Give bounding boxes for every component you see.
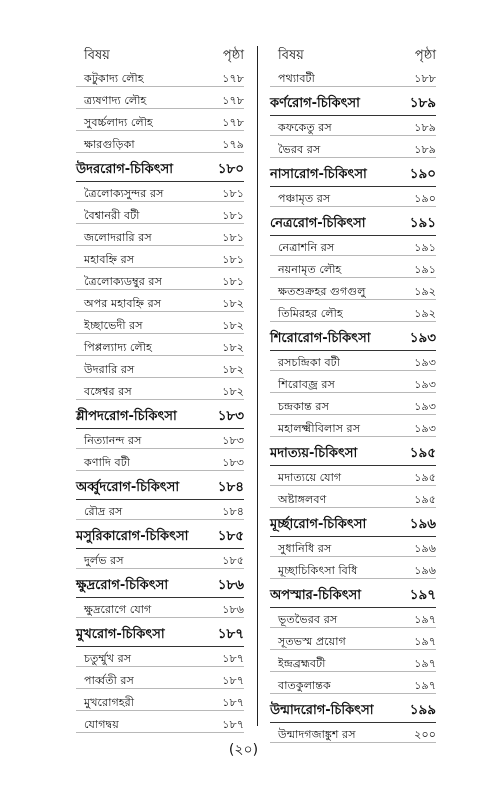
entry-title: নেত্রাশনি রস (278, 241, 335, 254)
page-ref: ১৯৩ (414, 422, 436, 435)
page-ref: ১৮৬ (222, 603, 244, 616)
toc-entry (270, 281, 436, 303)
page-ref: ১৭৮ (222, 94, 244, 107)
page-ref: ১৯০ (414, 192, 436, 205)
toc-entry (270, 396, 436, 418)
toc-entry (270, 374, 436, 396)
toc-entry (270, 139, 436, 161)
page-ref: ১৮২ (222, 297, 244, 310)
entry-title: সূতভস্ম প্রয়োগ (278, 635, 346, 648)
entry-title: চতুর্ম্মুখ রস (84, 652, 132, 665)
page-ref: ১৯৩ (409, 330, 436, 346)
page-ref: ১৯৭ (414, 679, 436, 692)
page-ref: ১৮১ (222, 275, 244, 288)
page-ref: ১৯০ (409, 166, 436, 182)
toc-section-heading (76, 523, 244, 550)
entry-title: পঞ্চামৃত রস (278, 192, 331, 205)
page-ref: ১৮১ (222, 209, 244, 222)
toc-section-heading (270, 90, 436, 117)
toc-entry (76, 183, 244, 205)
page-ref: ১৮৯ (409, 95, 436, 111)
column-header (84, 44, 244, 68)
toc-entry (270, 418, 436, 440)
page-ref: ১৯২ (414, 285, 436, 298)
page-ref: ১৭৯ (222, 138, 244, 151)
page-ref: ১৮৭ (222, 674, 244, 687)
page-number: (২০) (228, 742, 259, 758)
column-divider (257, 46, 258, 726)
page-ref: ১৮১ (222, 253, 244, 266)
section-title: শ্লীপদরোগ-চিকিৎসা (76, 409, 177, 424)
page-ref: ১৮৩ (222, 434, 244, 447)
section-title: মসুরিকারোগ-চিকিৎসা (76, 529, 189, 544)
page-ref: ১৮১ (222, 231, 244, 244)
entry-title: ভৈরব রস (278, 143, 321, 156)
toc-left-column (76, 44, 244, 736)
toc-entry (270, 259, 436, 281)
entry-title: অপর মহাবহ্নি রস (84, 297, 162, 310)
entry-title: কফকেতু রস (278, 121, 332, 134)
entry-title: পিপ্পল্যাদ্য লৌহ (84, 341, 152, 354)
page-ref: ১৮৫ (217, 528, 244, 544)
toc-section-heading (76, 474, 244, 501)
toc-entry (76, 205, 244, 227)
entry-title: ত্র্যষণাদ্য লৌহ (84, 94, 147, 107)
toc-section-heading (270, 210, 436, 237)
toc-entry (76, 692, 244, 714)
toc-entry (76, 227, 244, 249)
toc-section-heading (270, 440, 436, 467)
toc-entry (76, 249, 244, 271)
page-ref: ১৮৩ (222, 456, 244, 469)
page-ref: ১৯১ (414, 263, 436, 276)
page-ref: ১৮০ (217, 161, 244, 177)
toc-entry (76, 550, 244, 572)
page-ref: ১৭৮ (222, 72, 244, 85)
entry-title: কটুকাদ্য লৌহ (84, 72, 144, 85)
entry-title: চন্দ্রকান্ত রস (278, 400, 329, 413)
page-ref: ১৮২ (222, 385, 244, 398)
toc-entry (270, 609, 436, 631)
entry-title: পার্ব্বতী রস (84, 674, 134, 687)
toc-entry (76, 670, 244, 692)
page-ref: ১৮১ (222, 187, 244, 200)
page-ref: ১৯৭ (409, 587, 436, 603)
entry-title: বঙ্গেশ্বর রস (84, 385, 132, 398)
section-title: উদররোগ-চিকিৎসা (76, 162, 174, 177)
page-ref: ১৮২ (222, 319, 244, 332)
section-title: ক্ষুদ্ররোগ-চিকিৎসা (76, 578, 169, 593)
page-ref: ১৯৩ (414, 378, 436, 391)
page-ref: ১৯৫ (414, 471, 436, 484)
toc-entry (76, 315, 244, 337)
page-ref: ১৮৮ (414, 72, 436, 85)
toc-entry (270, 631, 436, 653)
page-ref: ১৯৬ (414, 542, 436, 555)
toc-entry (270, 68, 436, 90)
page-ref: ১৮৯ (414, 121, 436, 134)
toc-entry (270, 653, 436, 675)
toc-entry (76, 293, 244, 315)
toc-entry (76, 714, 244, 736)
entry-title: কণাদি বটী (84, 456, 130, 469)
entry-title: বাতকুলান্তক (278, 679, 331, 692)
page-ref: ১৮৪ (217, 479, 244, 495)
toc-entry (76, 599, 244, 621)
entry-title: ভূতভৈরব রস (278, 613, 338, 626)
entry-title: মহালক্ষ্মীবিলাস রস (278, 422, 361, 435)
toc-entry (76, 90, 244, 112)
toc-entry (76, 359, 244, 381)
section-title: মদাত্যয়-চিকিৎসা (270, 446, 358, 461)
section-title: নাসারোগ-চিকিৎসা (270, 167, 367, 182)
page-ref: ১৯৯ (409, 702, 436, 718)
entry-title: অষ্টাঙ্গলবণ (278, 493, 327, 506)
page-ref: ১৯৩ (414, 400, 436, 413)
section-title: অপস্মার-চিকিৎসা (270, 588, 362, 603)
entry-title: রসচন্দ্রিকা বটী (278, 356, 340, 369)
page-ref: ১৯২ (414, 307, 436, 320)
toc-section-heading (76, 621, 244, 648)
section-title: নেত্ররোগ-চিকিৎসা (270, 216, 366, 231)
entry-title: তিমিরহর লৌহ (278, 307, 343, 320)
page-ref: ১৯৫ (409, 445, 436, 461)
toc-right-list (270, 68, 436, 746)
page-ref: ১৮৭ (222, 718, 244, 731)
entry-title: শিরোবজ্র রস (278, 378, 335, 391)
entry-title: নয়নামৃত লৌহ (278, 263, 342, 276)
toc-section-heading (270, 582, 436, 609)
page-ref: ১৮২ (222, 363, 244, 376)
entry-title: মূচ্ছাচিকিৎসা বিধি (278, 564, 358, 577)
entry-title: সুবর্চ্চলাদ্য লৌহ (84, 116, 153, 129)
entry-title: পথ্যাবটী (278, 72, 315, 85)
entry-title: ইন্দ্রব্রহ্মবটী (278, 657, 326, 670)
entry-title: ক্ষারগুড়িকা (84, 138, 135, 151)
entry-title: বৈশ্বানরী বটী (84, 209, 140, 222)
toc-section-heading (76, 572, 244, 599)
toc-entry (76, 337, 244, 359)
page-ref: ২০০ (414, 728, 436, 741)
page-ref: ১৯৭ (414, 635, 436, 648)
entry-title: ক্ষতশুক্রহর গুগগুলু (278, 285, 366, 298)
toc-section-heading (270, 325, 436, 352)
section-title: কর্ণরোগ-চিকিৎসা (270, 96, 360, 111)
entry-title: যোগদ্বয় (84, 718, 119, 731)
entry-title: দুর্লভ রস (84, 554, 124, 567)
entry-title: নিত্যানন্দ রস (84, 434, 142, 447)
page-ref: ১৯৬ (414, 564, 436, 577)
toc-entry (76, 501, 244, 523)
entry-title: উদরারি রস (84, 363, 135, 376)
page-ref: ১৮২ (222, 341, 244, 354)
page-heading: পৃষ্ঠা (414, 48, 436, 63)
entry-title: জলোদরারি রস (84, 231, 152, 244)
page-ref: ১৮৭ (217, 626, 244, 642)
toc-entry (270, 560, 436, 582)
page-ref: ১৯৫ (414, 493, 436, 506)
toc-entry (76, 381, 244, 403)
toc-entry (76, 271, 244, 293)
entry-title: মদাত্যয়ে যোগ (278, 471, 342, 484)
page-ref: ১৮৭ (222, 652, 244, 665)
toc-entry (76, 430, 244, 452)
column-header (278, 44, 436, 68)
page-ref: ১৭৮ (222, 116, 244, 129)
toc-entry (76, 112, 244, 134)
page-ref: ১৮৯ (414, 143, 436, 156)
toc-entry (270, 675, 436, 697)
entry-title: রৌদ্র রস (84, 505, 123, 518)
toc-entry (270, 188, 436, 210)
toc-right-column (270, 44, 436, 746)
page-ref: ১৯১ (414, 241, 436, 254)
toc-section-heading (76, 403, 244, 430)
toc-entry (270, 489, 436, 511)
section-title: মূর্চ্ছারোগ-চিকিৎসা (270, 517, 367, 532)
toc-entry (270, 467, 436, 489)
section-title: শিরোরোগ-চিকিৎসা (270, 331, 371, 346)
page-ref: ১৯১ (409, 215, 436, 231)
entry-title: ক্ষুদ্ররোগে যোগ (84, 603, 152, 616)
toc-entry (270, 352, 436, 374)
toc-entry (270, 117, 436, 139)
toc-entry (76, 68, 244, 90)
entry-title: সুধানিধি রস (278, 542, 332, 555)
subject-heading: বিষয় (278, 48, 304, 63)
toc-entry (76, 134, 244, 156)
toc-left-list (76, 68, 244, 736)
entry-title: উন্মাদগজাঙ্কুশ রস (278, 728, 356, 741)
page-ref: ১৮৫ (222, 554, 244, 567)
page-ref: ১৮৭ (222, 696, 244, 709)
page-ref: ১৯৭ (414, 657, 436, 670)
entry-title: মুখরোগহরী (84, 696, 135, 709)
toc-entry (270, 303, 436, 325)
entry-title: মহাবহ্নি রস (84, 253, 135, 266)
toc-entry (76, 452, 244, 474)
section-title: মুখরোগ-চিকিৎসা (76, 627, 165, 642)
section-title: উন্মাদরোগ-চিকিৎসা (270, 703, 374, 718)
toc-section-heading (270, 697, 436, 724)
toc-entry (76, 648, 244, 670)
page-ref: ১৮৪ (222, 505, 244, 518)
entry-title: ইচ্ছাভেদী রস (84, 319, 143, 332)
page-heading: পৃষ্ঠা (222, 48, 244, 63)
toc-entry (270, 237, 436, 259)
toc-section-heading (270, 511, 436, 538)
page-ref: ১৯৬ (409, 516, 436, 532)
page-ref: ১৮৬ (217, 577, 244, 593)
toc-section-heading (270, 161, 436, 188)
toc-entry (270, 538, 436, 560)
entry-title: ত্রৈলোক্যডম্বুর রস (84, 275, 162, 288)
page-ref: ১৯৩ (414, 356, 436, 369)
subject-heading: বিষয় (84, 48, 110, 63)
toc-section-heading (76, 156, 244, 183)
entry-title: ত্রৈলোক্যসুন্দর রস (84, 187, 164, 200)
section-title: অর্ব্বুদরোগ-চিকিৎসা (76, 480, 180, 495)
page-ref: ১৮৩ (217, 408, 244, 424)
page-ref: ১৯৭ (414, 613, 436, 626)
